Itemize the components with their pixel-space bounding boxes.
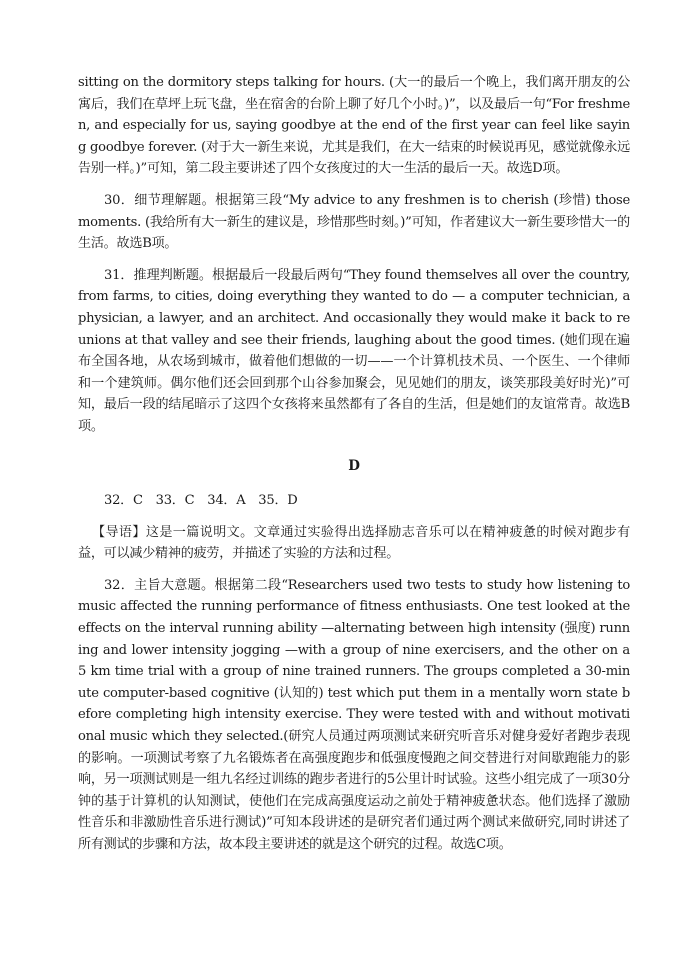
paragraph-31: 31．推理判断题。根据最后一段最后两句“They found themselves all over the country, from farms, to cities, doing everything they wanted to do — a computer technician, a physician, a lawyer, and an architect. And occasionally they would make it back to reunions at that valley and see their friends, laughing about the good times. (她们现在遍布全国各地，从农场到城市，做着他们想做的一切——一个计算机技术员、一个医生、一个律师和一个建筑师。偶尔他们还会回到那个山谷参加聚会，见见她们的朋友，谈笑那段美好时光)”可知，最后一段的结尾暗示了这四个女孩将来虽然都有了各自的生活，但是她们的友谊常青。故选B项。 <box>78 267 630 434</box>
paragraph-32: 32．主旨大意题。根据第二段“Researchers used two tests to study how listening to music affected the running performance of fitness enthusiasts. One test looked at the effects on the interval running ability —alternating between high intensity (强度) running and lower intensity jogging —with a group of nine exercisers, and the other on a 5 km time trial with a group of nine trained runners. The groups completed a 30-minute computer-based cognitive (认知的) test which put them in a mentally worn state before completing high intensity exercise. They were tested with and without motivational music which they selected.(研究人员通过两项测试来研究听音乐对健身爱好者跑步表现的影响。一项测试考察了九名锻炼者在高强度跑步和低强度慢跑之间交替进行对间歇跑能力的影响，另一项测试则是一组九名经过训练的跑步者进行的5公里计时试验。这些小组完成了一项30分钟的基于计算机的认知测试，使他们在完成高强度运动之前处于精神疲惫状态。他们选择了激励性音乐和非激励性音乐进行测试)”可知本段讲述的是研究者们通过两个测试来做研究,同时讲述了所有测试的步骤和方法，故本段主要讲述的就是这个研究的过程。故选C项。 <box>78 577 630 852</box>
lead-tag: 【导语】 <box>92 524 146 540</box>
lead-paragraph <box>78 522 630 565</box>
paragraph-30: 30．细节理解题。根据第三段“My advice to any freshmen is to cherish (珍惜) those moments. (我给所有大一新生的建议是，珍惜那些时刻。)”可知，作者建议大一新生要珍惜大一的生活。故选B项。 <box>78 192 630 252</box>
paragraph-29-continuation: sitting on the dormitory steps talking for hours. (大一的最后一个晚上，我们离开朋友的公寓后，我们在草坪上玩飞盘，坐在宿舍的台阶上聊了好几个小时。)”，以及最后一句“For freshmen, and especially for us, saying goodbye at the end of the first year can feel like saying goodbye forever. (对于大一新生来说，尤其是我们，在大一结束的时候说再见，感觉就像永远告别一样。)”可知，第二段主要讲述了四个女孩度过的大一生活的最后一天。故选D项。 <box>78 75 630 177</box>
lead-text: 这是一篇说明文。文章通过实验得出选择励志音乐可以在精神疲惫的时候对跑步有益，可以减少精神的疲劳，并描述了实验的方法和过程。 <box>78 524 631 562</box>
answer-key-line: 32．C 33．C 34．A 35．D <box>104 493 298 509</box>
section-heading: D <box>348 457 360 474</box>
